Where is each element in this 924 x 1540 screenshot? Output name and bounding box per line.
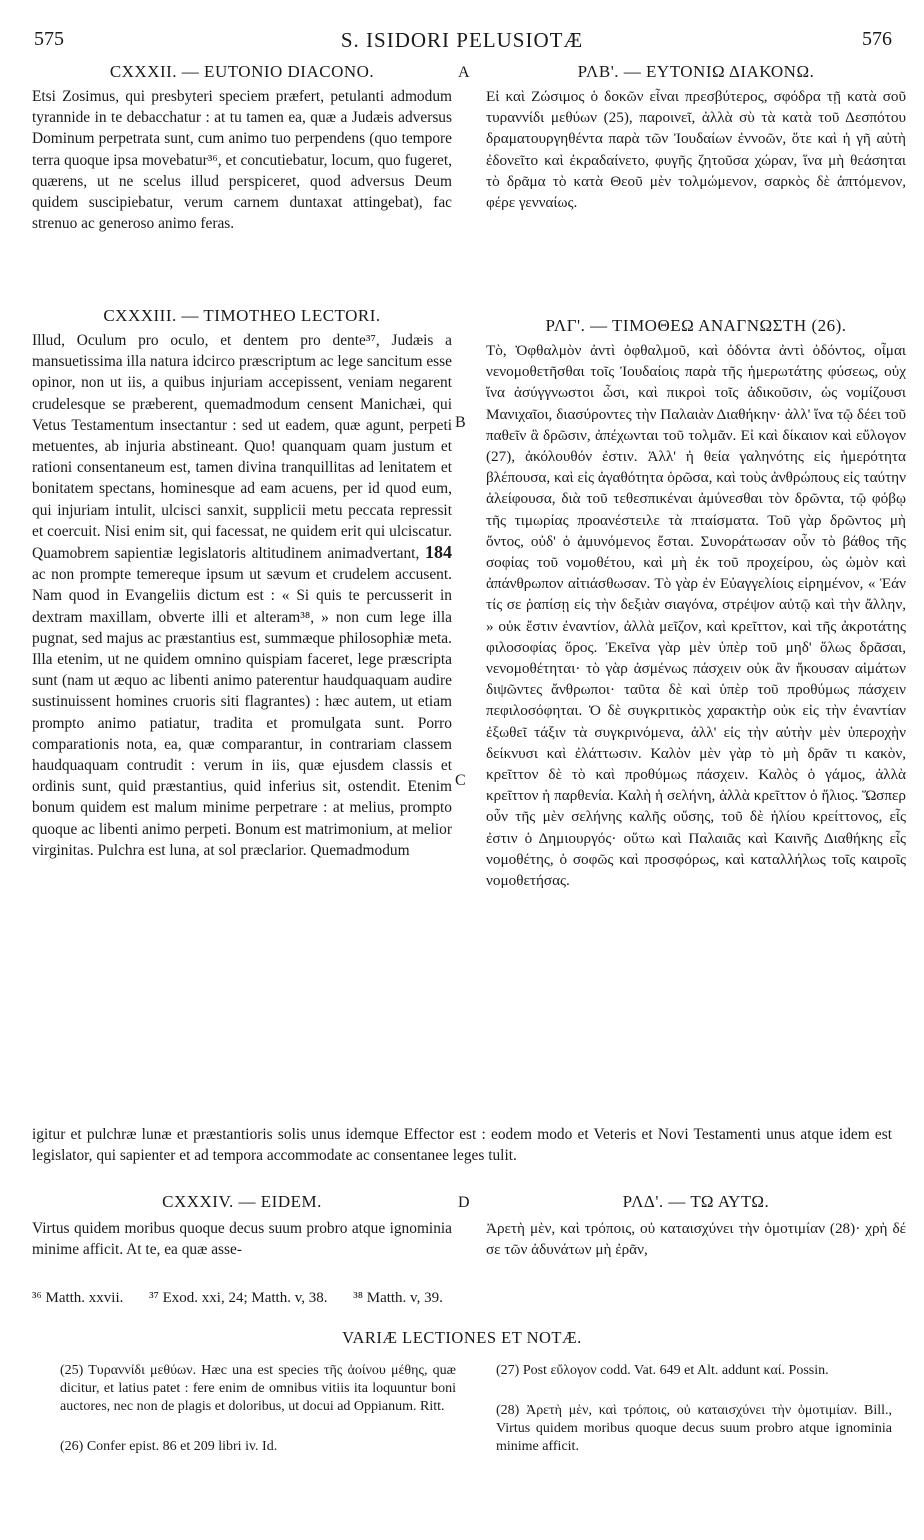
note-27: (27) Post εὔλογον codd. Vat. 649 et Alt. addunt καί. Possin.: [496, 1363, 829, 1378]
margin-letter-c: C: [455, 772, 466, 789]
note-28: (28) Ἀρετὴ μὲν, καὶ τρόποις, οὐ καταισχύνει τὴν ὁμοτιμίαν. Bill., Virtus quidem moribus quoque decus suum probro atque ignominia minime afficit.: [496, 1403, 892, 1454]
column-number: 184: [424, 542, 452, 563]
letter-132-latin-text: Etsi Zosimus, qui presbyteri speciem præfert, petulanti admodum tyrannide in te debacchatur : at tu tamen ea, quæ a Judæis adversus Dominum perpetrata sunt, cum animo tuo perpendens (quo tempore terra quoque ipsa movebatur³⁶, et concutiebatur, locum, quo fugeret, quærens, ut ne scelus illud perspiceret, quod adversus Deum quidem suscipiebatur, verum carnem duntaxat attingebat), fac strenuo ac generoso animo feras.: [32, 88, 452, 233]
letter-133-latin-title: CXXXIII. — TIMOTHEO LECTORI.: [103, 306, 381, 325]
page-number-right: 576: [862, 28, 892, 50]
letter-133-latin-text: [32, 330, 452, 1132]
letter-132-greek-text: Εἰ καὶ Ζώσιμος ὁ δοκῶν εἶναι πρεσβύτερος, σφόδρα τῇ κατὰ σοῦ τυραννίδι μεθύων (25), παροινεῖ, ἀλλὰ σὺ τὰ κατὰ τοῦ Δεσπότου δραματουργηθέντα παρὰ τῶν Ἰουδαίων ἐννοῶν, ὅτε καὶ ἡ γῆ αὐτὴ ἐδονεῖτο καὶ ἐκραδαίνετο, φυγῆς ζητοῦσα χώραν, ἵνα μὴ θεάσηται τὸ δρᾶμα τὸ κατὰ Θεοῦ μὲν τολμώμενον, σαρκὸς δὲ ἁπτόμενον, φέρε γενναίως.: [486, 88, 906, 212]
note-26: (26) Confer epist. 86 et 209 libri iv. Id.: [60, 1439, 278, 1454]
letter-134-latin-text: Virtus quidem moribus quoque decus suum probro atque ignominia minime afficit. At te, ea quæ asse-: [32, 1220, 452, 1259]
note-25: (25) Τυραννίδι μεθύων. Hæc una est species τῆς ἀοίνου μέθης, quæ dicitur, et latius patet : fere enim de omnibus vitiis ita loquuntur boni auctores, nec non de plagis et doloribus, ut docui ad Oppianum. Ritt.: [60, 1363, 456, 1414]
variae-lectiones-title: VARIÆ LECTIONES ET NOTÆ.: [342, 1328, 582, 1347]
footnote-36: ³⁶ Matth. xxvii.: [32, 1290, 124, 1306]
margin-letter-b: B: [455, 414, 466, 431]
margin-letter-a: A: [458, 64, 470, 81]
letter-132-latin-title: CXXXII. — EUTONIO DIACONO.: [109, 62, 375, 81]
letter-134-greek-title: ΡΛΔ'. — ΤΩ ΑΥΤΩ.: [622, 1192, 770, 1211]
footnote-37: ³⁷ Exod. xxi, 24; Matth. v, 38.: [149, 1290, 328, 1306]
running-title: S. ISIDORI PELUSIOTÆ: [340, 28, 584, 52]
letter-134-greek-text: Ἀρετὴ μὲν, καὶ τρόποις, οὐ καταισχύνει τὴν ὁμοτιμίαν (28)· χρὴ δέ σε τῶν ἀδυνάτων μὴ ἐρᾶν,: [486, 1220, 906, 1259]
letter-134-latin-title: CXXXIV. — EIDEM.: [162, 1192, 322, 1211]
page-header: [28, 22, 896, 52]
page-number-left: 575: [34, 28, 64, 50]
letter-133-latin-part-2: ac non prompte temereque ipsum ut sævum et crudelem accusent. Nam quod in Evangeliis dictum est : « Si quis te percusserit in dextram maxillam, obverte illi et alteram³⁸, » non cum lege illa pugnat, sed majus ac præstantius est, summæque philosophiæ meta. Illa etenim, ut ne quidem omnino quispiam faceret, lege præscripta sunt (nam ut æquo ac libenti animo paterentur haudquaquam audire sustinuissent homines cruoris siti flagrantes) : hæc autem, ut etiam prompto animo patiatur, tradita et promulgata sunt. Porro comparationis nota, ea, quæ comparantur, in contrariam classem haudquaquam contrudit : verum in iis, quæ ejusdem classis et ordinis sunt, quid præstantius, quid inferius sit, ostendit. Etenim bonum quidem est malum minime perpetrare : at melius, prompto quoque ac libenti animo perpeti. Bonum est matrimonium, at melior virginitas. Pulchra est luna, at sol præclarior. Quemadmodum: [32, 566, 452, 859]
letter-133-greek-title: ΡΛΓ'. — ΤΙΜΟΘΕΩ ΑΝΑΓΝΩΣΤΗ (26).: [545, 316, 847, 335]
letter-133-greek-text: Τὸ, Ὀφθαλμὸν ἀντὶ ὀφθαλμοῦ, καὶ ὀδόντα ἀντὶ ὀδόντος, οἶμαι νενομοθετῆσθαι τοῖς Ἰουδαίοις παρὰ τῆς ἡμερωτάτης φύσεως, οὐχ ἵνα ἀσύγγνωστοι ὦσι, καὶ πικροὶ τοῖς ἀδικοῦσιν, ὡς νομίζουσι Μανιχαῖοι, διασύροντες τὴν Παλαιὰν Διαθήκην· ἀλλ' ἵνα τῷ δέει τοῦ παθεῖν ἃ δρῶσιν, ἀπέχωνται τοῦ τολμᾶν. Εἰ καὶ δίκαιον καὶ εὔλογον (27), ἀκόλουθόν ἐστιν. Ἀλλ' ἡ θεία γαληνότης εἰς ἡμερότητα βλέπουσα, καὶ εἰς ἀγαθότητα ὁρῶσα, καὶ τοὺς ἀνθρώπους εἰς ταύτην ἀλείφουσα, διὰ τοῦ τεθεσπικέναι ἀμύνεσθαι τὸν δρῶντα, τῷ φόβῳ τῆς τιμωρίας προανέστειλε τὰ πταίσματα. Τοῦ γὰρ δρῶντος μὴ ὄντος, οὐδ' ὁ ἀμυνόμενος ἔσται. Συνοράτωσαν οὖν τὸ βάθος τῆς σοφίας τοῦ νομοθέτου, καὶ μὴ ἐκ τοῦ προχείρου, ὡς ὠμὸν καὶ ἀπάνθρωπον αἰτιάσθωσαν. Τὸ γὰρ ἐν Εὐαγγελίοις εἰρημένον, « Ἐάν τίς σε ῥαπίσῃ εἰς τὴν δεξιὰν σιαγόνα, στρέψον αὐτῷ καὶ τὴν ἄλλην, » οὐκ ἔστιν ἐναντίον, ἀλλὰ μεῖζον, καὶ κρεῖττον, καὶ τῆς ἀκροτάτης φιλοσοφίας ὅρος. Ἐκεῖνα γὰρ μὲν ὑπὲρ τοῦ μηδ' ὅλως δρᾶσαι, νενομοθέτηται· τὸ γὰρ ἀσμένως πάσχειν οὐκ ἂν ἤκουσαν αἱμάτων διψῶντες ἄνθρωποι· ταῦτα δὲ καὶ ὑπὲρ τοῦ προθύμως πάσχειν πεφιλοσόφηται. Ὁ δὲ συγκριτικὸς χαρακτὴρ οὐκ εἰς τὴν ἐναντίαν ἐξωθεῖ τάξιν τὰ συγκρινόμενα, ἀλλ' εἰς τὴν αὐτὴν μὲν ὑπεροχὴν δείκνυσι καὶ ἐλάττωσιν. Καλὸν μὲν γὰρ τὸ μὴ δρᾶν τι κακὸν, κρεῖττον δὲ τὸ καὶ προθύμως πάσχειν. Καλὸς ὁ γάμος, ἀλλὰ κρεῖττον ἡ παρθενία. Καλὴ ἡ σελήνη, ἀλλὰ κρεῖττον ὁ ἥλιος. Ὥσπερ οὖν τῆς μὲν σελήνης καλῆς οὔσης, τοῦ δὲ ἡλίου κρείττονος, εἷς ἐστιν ὁ Δημιουργός· οὕτω καὶ Παλαιᾶς καὶ Καινῆς Διαθήκης εἷς νομοθέτης, ὁ σοφῶς καὶ προσφόρως, καὶ καταλλήλως τοῖς καιροῖς νομοθετήσας.: [486, 342, 906, 890]
footnote-38: ³⁸ Matth. v, 39.: [353, 1290, 443, 1306]
scripture-footnotes: [32, 1290, 902, 1307]
letter-133-latin-conclusion: igitur et pulchræ lunæ et præstantioris solis unus idemque Effector est : eodem modo et Veteris et Novi Testamenti unus atque idem est legislator, qui sapienter et ad tempora accommodate ac consentanee leges tulit.: [32, 1126, 892, 1165]
margin-letter-d: D: [458, 1194, 470, 1211]
letter-132-greek-title: ΡΛΒ'. — ΕΥΤΟΝΙΩ ΔΙΑΚΟΝΩ.: [577, 62, 815, 81]
letter-133-latin-part-1: Illud, Oculum pro oculo, et dentem pro dente³⁷, Judæis a mansuetissima illa natura idcirco præscriptum ac lege sancitum esse opinor, non ut iis, a quibus injuriam accepissent, veniam negarent crudelesque se præberent, quemadmodum censent Manichæi, qui Vetus Testamentum insectantur : sed ut eadem, quæ agunt, perpeti metuentes, ab injuria abstineant. Quo! quanquam quam justum et rationi consentaneum est, tamen divina tranquillitas ad lenitatem et bonitatem spectans, hominesque ad eam acuens, per id quod eum, qui injuriam intulit, ulcisci sanxit, supplicii metu peccata repressit et coercuit. Nisi enim sit, qui facessat, ne quidem erit qui ulciscatur. Quamobrem sapientiæ legislatoris altitudinem animadvertant,: [32, 332, 452, 563]
